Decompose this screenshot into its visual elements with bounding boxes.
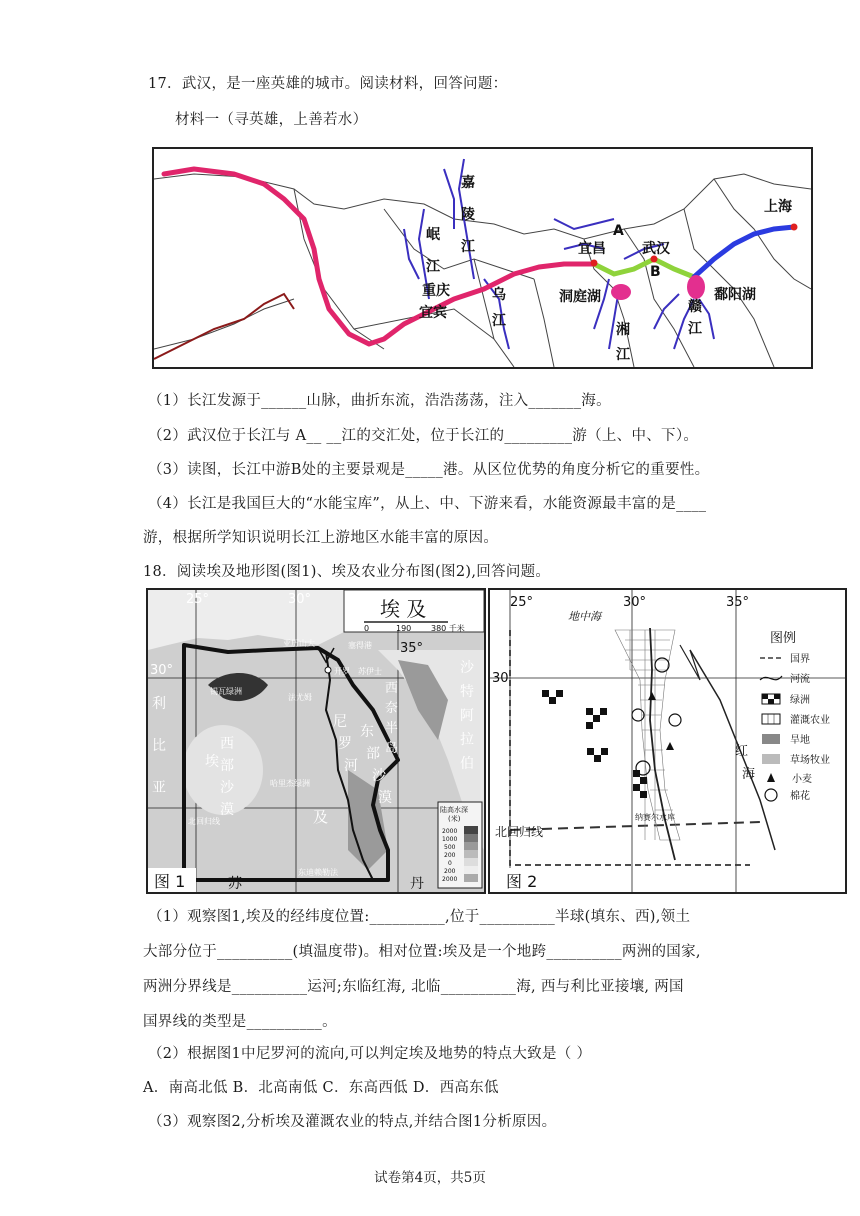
fig1-label: 图 1	[154, 872, 186, 891]
fig1-libya-3: 亚	[152, 780, 166, 796]
fig1-ws-4: 岛	[385, 741, 399, 756]
fig2-med: 地中海	[568, 610, 601, 623]
fig1-ws-3: 半	[385, 721, 399, 736]
fig1-sa-3: 阿	[460, 708, 474, 724]
q18-title: 18．阅读埃及地形图(图1)、埃及农业分布图(图2),回答问题。	[143, 564, 551, 580]
fig1-scale-190: 190	[396, 624, 412, 633]
q17-sub3: （3）读图，长江中游B处的主要景观是_____港。从区位优势的角度分析它的重要性。	[148, 462, 710, 478]
fig1-scale-380: 380 千米	[431, 624, 465, 633]
q18-sub3: （3）观察图2,分析埃及灌溉农业的特点,并结合图1分析原因。	[148, 1114, 557, 1130]
page-footer: 试卷第4页，共5页	[374, 1170, 486, 1186]
fig2-lon30: 30°	[623, 595, 647, 610]
fig1-wd-3: 沙	[220, 780, 234, 796]
fig2-legend-title: 图例	[770, 631, 797, 646]
yangtze-river-map	[152, 147, 813, 369]
fig1-ws-2: 奈	[385, 701, 399, 716]
label-ling: 陵	[461, 207, 475, 223]
fig1-lon25: 25°	[186, 592, 210, 607]
fig2-lg-5: 草场牧业	[790, 755, 830, 766]
fig1-lv-4: 0	[448, 860, 452, 867]
q18-sub1-line4: 国界线的类型是__________。	[143, 1014, 337, 1030]
fig1-ji: 及	[313, 808, 329, 826]
fig1-sudan-1: 苏	[228, 876, 242, 892]
fig1-port: 塞得港	[348, 641, 372, 650]
q18-sub1-line1: （1）观察图1,埃及的经纬度位置:__________,位于__________半球(填东、西),领土	[148, 909, 691, 925]
label-jia: 嘉	[461, 175, 475, 191]
fig2-lon25: 25°	[510, 595, 534, 610]
label-shanghai: 上海	[764, 199, 792, 215]
fig1-cairo: 开罗	[334, 667, 350, 676]
fig1-nile-1: 尼	[333, 714, 347, 730]
label-xiangjiang: 江	[616, 347, 630, 363]
q17-material-label: 材料一（寻英雄，上善若水）	[175, 112, 368, 128]
fig2-lg-4: 旱地	[790, 735, 810, 746]
fig1-lv-1: 1000	[442, 836, 458, 843]
label-jiang1: 江	[461, 239, 475, 255]
fig1-siwa: 锡瓦绿洲	[210, 687, 242, 696]
fig1-lv-5: 200	[444, 868, 456, 875]
fig1-alex: 亚历山大	[283, 639, 315, 648]
label-chongqing: 重庆	[422, 283, 450, 299]
fig2-tropic: 北回归线	[495, 825, 544, 839]
fig1-ed-1: 东	[360, 724, 374, 740]
fig1-tropic: 北回归线	[188, 817, 220, 826]
label-dongtinghu: 洞庭湖	[559, 289, 601, 305]
q17-sub4-line1: （4）长江是我国巨大的“水能宝库”，从上、中、下游来看，水能资源最丰富的是____	[148, 496, 707, 512]
fig1-lon30: 30°	[288, 592, 312, 607]
label-wu: 乌	[492, 287, 506, 303]
label-ganjiang: 江	[688, 321, 702, 337]
fig1-legend-unit: (米)	[448, 815, 461, 823]
fig1-lv-6: 2000	[442, 876, 458, 883]
fig1-wd-1: 西	[220, 736, 234, 752]
fig2-lg-1: 河流	[790, 674, 810, 685]
fig1-ed-2: 部	[366, 746, 380, 762]
fig2-lg-7: 棉花	[790, 791, 810, 802]
fig2-lon35: 35°	[726, 595, 750, 610]
label-yibin: 宜宾	[419, 305, 447, 321]
egypt-terrain-map	[146, 588, 486, 894]
fig1-ed-4: 漠	[378, 790, 392, 806]
q17-sub4-line2: 游，根据所学知识说明长江上游地区水能丰富的原因。	[143, 530, 499, 546]
label-min: 岷	[426, 227, 440, 243]
fig1-lv-3: 200	[444, 852, 456, 859]
fig1-lon35: 35°	[400, 641, 424, 656]
fig1-sa-1: 沙	[460, 660, 474, 676]
fig2-lat30: 30	[492, 671, 509, 686]
label-xiang: 湘	[616, 322, 630, 338]
fig1-nile-2: 罗	[338, 736, 352, 752]
fig1-sa-5: 伯	[460, 756, 474, 772]
fig1-sudan-2: 丹	[410, 876, 424, 892]
fig1-title: 埃 及	[380, 597, 427, 621]
fig1-faiyum: 法尤姆	[288, 693, 312, 702]
fig1-ai: 埃	[205, 754, 219, 770]
fig1-libya-1: 利	[152, 696, 166, 712]
label-poyanghu: 鄱阳湖	[714, 287, 756, 303]
fig1-ed-3: 沙	[372, 768, 386, 784]
fig1-kharga: 哈里杰绿洲	[270, 779, 310, 788]
fig2-lg-6: 小麦	[792, 774, 812, 785]
q18-sub1-line3: 两洲分界线是__________运河;东临红海, 北临__________海, 西与利比亚接壤, 两国	[143, 979, 684, 995]
q17-title: 17．武汉，是一座英雄的城市。阅读材料，回答问题：	[148, 76, 508, 92]
q17-sub2: （2）武汉位于长江与 A__ __江的交汇处，位于长江的_________游（上、中、下）。	[148, 428, 699, 444]
label-minjiang: 江	[426, 259, 440, 275]
q18-sub2: （2）根据图1中尼罗河的流向,可以判定埃及地势的特点大致是（ ）	[148, 1046, 592, 1062]
fig1-sa-4: 拉	[460, 732, 474, 748]
egypt-agriculture-map	[488, 588, 847, 894]
fig1-ws-1: 西	[385, 681, 399, 696]
fig1-libya-2: 比	[152, 738, 166, 754]
fig1-wd-2: 部	[220, 758, 234, 774]
q18-sub1-line2: 大部分位于__________(填温度带)。相对位置:埃及是一个地跨__________两洲的国家,	[143, 944, 701, 960]
label-b: B	[650, 264, 661, 280]
fig1-sa-2: 特	[460, 684, 474, 700]
label-a: A	[613, 223, 624, 239]
fig1-lat30: 30°	[150, 663, 174, 678]
q17-sub1: （1）长江发源于______山脉，曲折东流，浩浩荡荡，注入_______海。	[148, 393, 611, 409]
fig1-lv-0: 2000	[442, 828, 458, 835]
fig2-lg-0: 国界	[790, 654, 810, 665]
fig1-dongola: 东迪赖勒法	[298, 868, 338, 877]
fig2-label: 图 2	[506, 872, 538, 891]
label-gan: 赣	[688, 299, 702, 315]
fig2-nasser: 纳赛尔水库	[635, 813, 675, 822]
fig2-lg-3: 灌溉农业	[790, 715, 830, 726]
q18-sub2-options: A．南高北低 B．北高南低 C．东高西低 D．西高东低	[143, 1080, 499, 1096]
fig1-lv-2: 500	[444, 844, 456, 851]
fig2-red-1: 红	[735, 744, 749, 759]
fig1-suez: 苏伊士	[358, 667, 382, 676]
label-wuhan: 武汉	[642, 241, 670, 257]
fig2-lg-2: 绿洲	[790, 695, 810, 706]
fig2-red-2: 海	[742, 767, 756, 782]
fig1-scale-0: 0	[364, 624, 370, 633]
label-yichang: 宜昌	[578, 241, 606, 257]
label-wujiang: 江	[492, 313, 506, 329]
fig1-legend-title: 陆高水深	[440, 806, 468, 814]
fig1-wd-4: 漠	[220, 802, 234, 818]
fig1-nile-3: 河	[344, 758, 358, 774]
